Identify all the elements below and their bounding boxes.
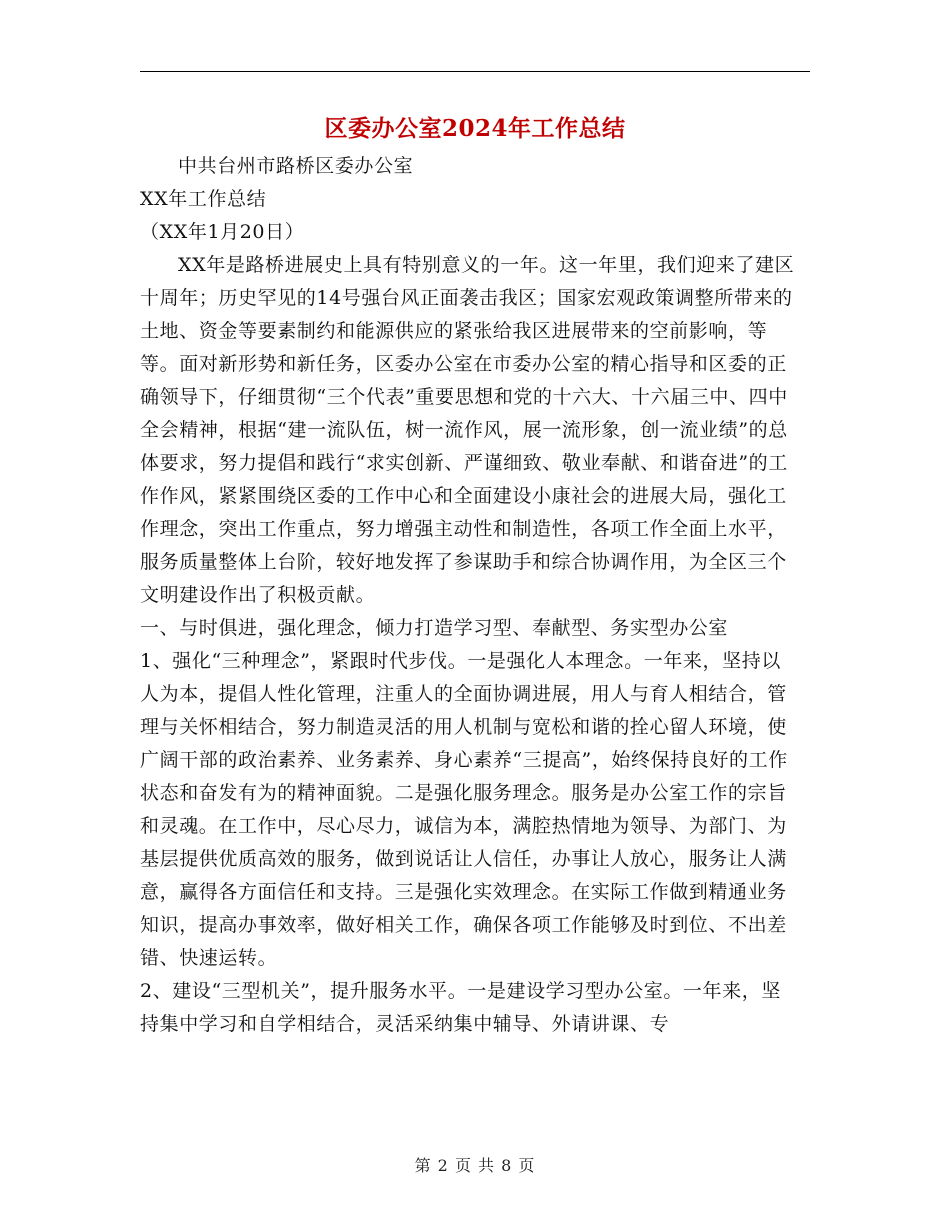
subtitle-line: XX年工作总结 <box>140 188 267 210</box>
date-line: （XX年1月20日） <box>140 221 305 243</box>
page-number: 第 2 页 共 8 页 <box>414 1156 536 1175</box>
issuer-line: 中共台州市路桥区委办公室 <box>178 155 414 177</box>
paragraph-intro: XX年是路桥进展史上具有特别意义的一年。这一年里，我们迎来了建区十周年；历史罕见的14号强台风正面袭击我区；国家宏观政策调整所带来的土地、资金等要素制约和能源供应的紧张给我区进展带来的空前影响，等等。面对新形势和新任务，区委办公室在市委办公室的精心指导和区委的正确领导下，仔细贯彻“三个代表”重要思想和党的十六大、十六届三中、四中全会精神，根据“建一流队伍，树一流作风，展一流形象，创一流业绩”的总体要求，努力提倡和践行“求实创新、严谨细致、敬业奉献、和谐奋进”的工作作风，紧紧围绕区委的工作中心和全面建设小康社会的进展大局，强化工作理念，突出工作重点，努力增强主动性和制造性，各项工作全面上水平，服务质量整体上台阶，较好地发挥了参谋助手和综合协调作用，为全区三个文明建设作出了积极贡献。 <box>140 254 795 606</box>
page-footer <box>0 1153 950 1176</box>
document-title: 区委办公室2024年工作总结 <box>324 115 626 142</box>
section-heading: 一、与时俱进，强化理念，倾力打造学习型、奉献型、务实型办公室 <box>140 617 729 639</box>
header-rule <box>140 71 810 72</box>
document-body <box>140 150 800 1041</box>
paragraph-item-2: 2、建设“三型机关”，提升服务水平。一是建设学习型办公室。一年来，坚持集中学习和自学相结合，灵活采纳集中辅导、外请讲课、专 <box>140 980 781 1035</box>
paragraph-item-1: 1、强化“三种理念”，紧跟时代步伐。一是强化人本理念。一年来，坚持以人为本，提倡人性化管理，注重人的全面协调进展，用人与育人相结合，管理与关怀相结合，努力制造灵活的用人机制与宽松和谐的拴心留人环境，使广阔干部的政治素养、业务素养、身心素养“三提高”，始终保持良好的工作状态和奋发有为的精神面貌。二是强化服务理念。服务是办公室工作的宗旨和灵魂。在工作中，尽心尽力，诚信为本，满腔热情地为领导、为部门、为基层提供优质高效的服务，做到说话让人信任，办事让人放心，服务让人满意，赢得各方面信任和支持。三是强化实效理念。在实际工作做到精通业务知识，提高办事效率，做好相关工作，确保各项工作能够及时到位、不出差错、快速运转。 <box>140 650 788 969</box>
